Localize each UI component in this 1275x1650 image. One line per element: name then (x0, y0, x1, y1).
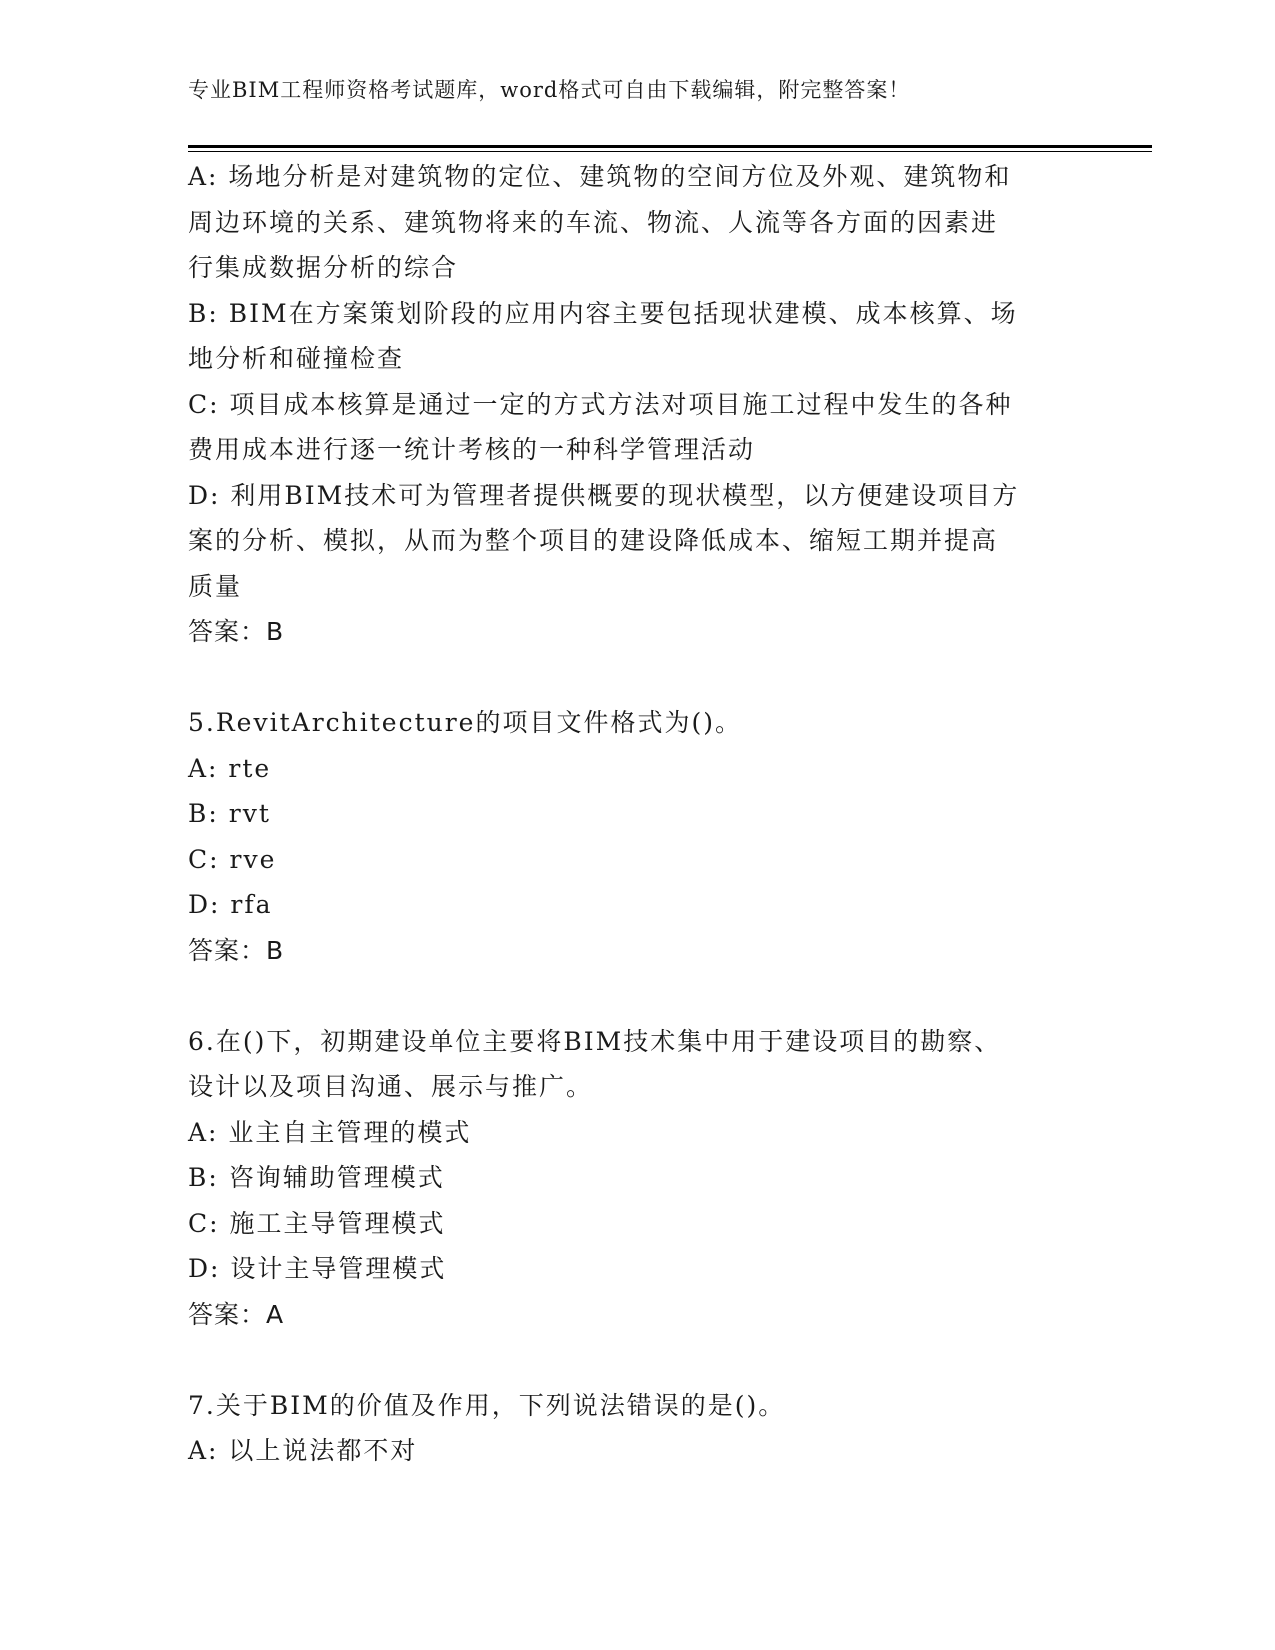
header-rule-thin (188, 151, 1152, 152)
option-a-line: A: 以上说法都不对 (188, 1436, 418, 1465)
option-c-line: C: rve (188, 844, 277, 874)
option-d-line: D: 利用BIM技术可为管理者提供概要的现状模型，以方便建设项目方 (188, 480, 1020, 510)
page-header: 专业BIM工程师资格考试题库，word格式可自由下载编辑，附完整答案！ (188, 78, 911, 102)
option-c-line: C: 施工主导管理模式 (188, 1208, 446, 1238)
option-b-line: B: 咨询辅助管理模式 (188, 1163, 445, 1192)
question-text: 7.关于BIM的价值及作用，下列说法错误的是()。 (188, 1390, 786, 1420)
header-rule-thick (188, 145, 1152, 148)
option-c-line: C: 项目成本核算是通过一定的方式方法对项目施工过程中发生的各种 (188, 389, 1013, 419)
option-c-line: 费用成本进行逐一统计考核的一种科学管理活动 (188, 435, 756, 464)
answer-label: 答案：A (188, 1299, 285, 1329)
option-b-line: B: rvt (188, 799, 271, 828)
option-d-line: 案的分析、模拟，从而为整个项目的建设降低成本、缩短工期并提高 (188, 526, 999, 555)
answer-label: 答案：B (188, 617, 285, 646)
option-a-line: A: 业主自主管理的模式 (188, 1117, 472, 1147)
option-b-line: B: BIM在方案策划阶段的应用内容主要包括现状建模、成本核算、场 (188, 298, 1018, 328)
spacer (188, 655, 1088, 701)
spacer (188, 1337, 1088, 1383)
question-content (188, 154, 1088, 1474)
question-7 (188, 1383, 1088, 1474)
question-4-tail (188, 154, 1088, 655)
option-a-line: A: rte (188, 753, 272, 783)
option-d-line: 质量 (188, 571, 243, 601)
option-a-line: 周边环境的关系、建筑物将来的车流、物流、人流等各方面的因素进 (188, 207, 999, 237)
spacer (188, 973, 1088, 1019)
option-d-line: D: 设计主导管理模式 (188, 1254, 447, 1283)
question-6 (188, 1019, 1088, 1338)
option-b-line: 地分析和碰撞检查 (188, 344, 405, 373)
question-text: 设计以及项目沟通、展示与推广。 (188, 1072, 594, 1101)
option-a-line: A: 场地分析是对建筑物的定位、建筑物的空间方位及外观、建筑物和 (188, 162, 1012, 191)
question-text: 6.在()下，初期建设单位主要将BIM技术集中用于建设项目的勘察、 (188, 1026, 1002, 1056)
answer-label: 答案：B (188, 935, 285, 965)
question-5 (188, 700, 1088, 973)
question-text: 5.RevitArchitecture的项目文件格式为()。 (188, 708, 742, 737)
option-d-line: D: rfa (188, 890, 273, 919)
option-a-line: 行集成数据分析的综合 (188, 253, 459, 282)
